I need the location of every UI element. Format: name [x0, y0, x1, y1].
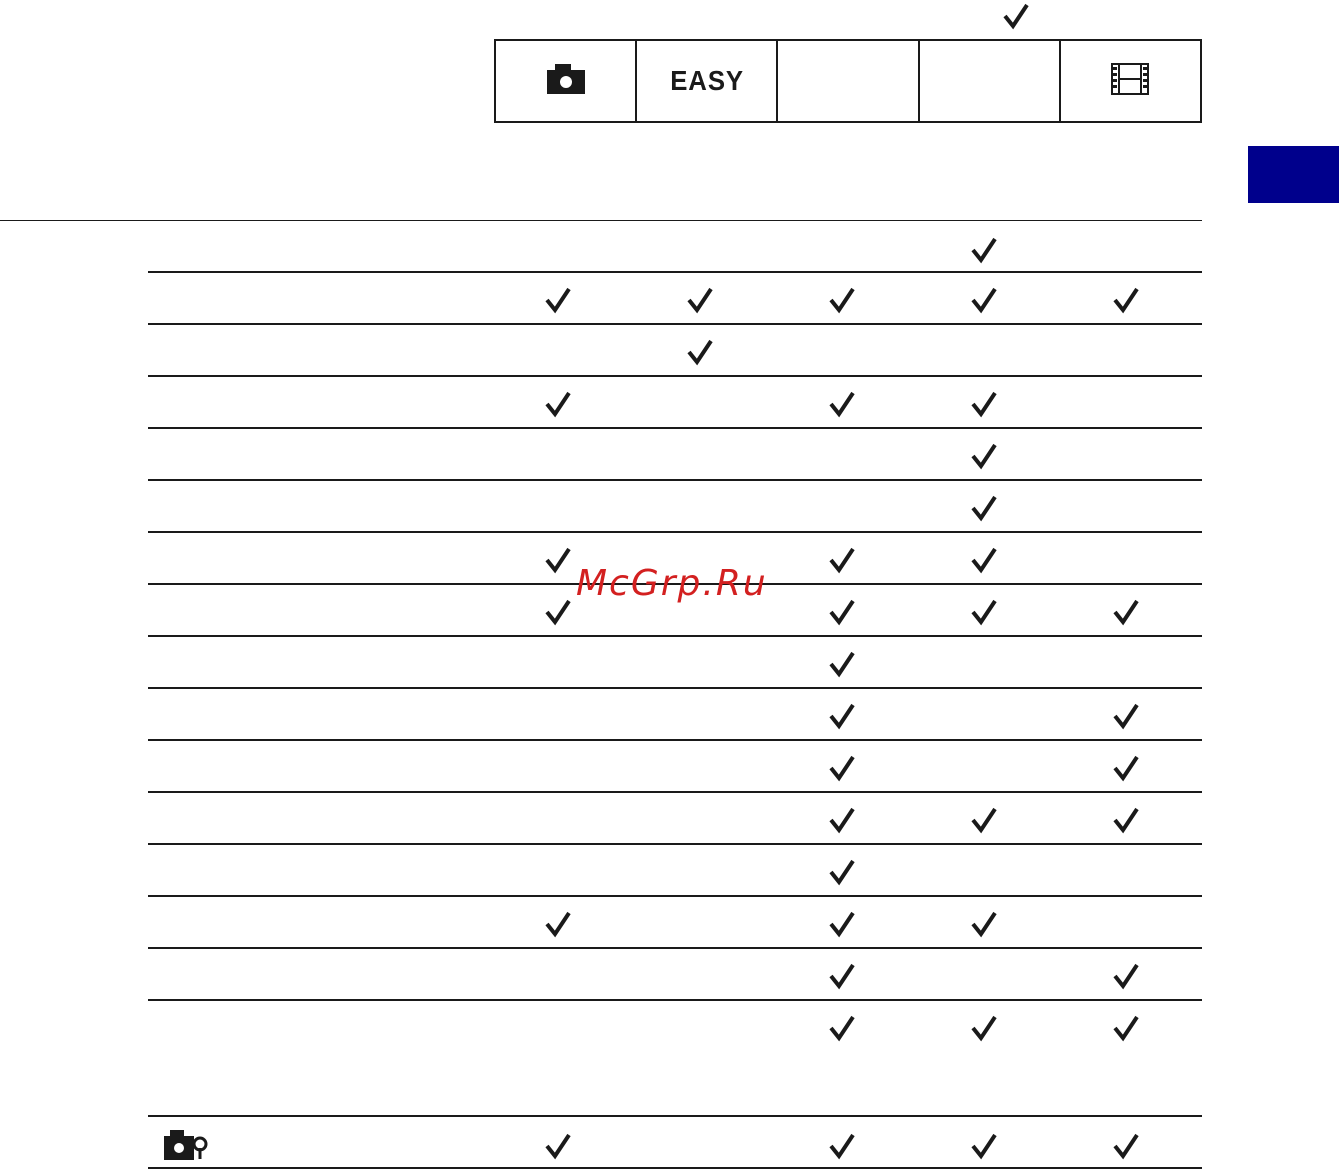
- mode-column-easy: [637, 41, 778, 121]
- check-mark-icon: [970, 442, 998, 470]
- check-mark-icon: [828, 858, 856, 886]
- check-mark-icon: [828, 910, 856, 938]
- watermark-text: McGrp.Ru: [576, 563, 768, 604]
- table-row-divider: [148, 687, 1202, 689]
- check-mark-icon: [1112, 962, 1140, 990]
- camera-settings-icon: [164, 1130, 208, 1165]
- check-mark-icon: [970, 910, 998, 938]
- check-mark-icon: [828, 598, 856, 626]
- check-mark-icon: [686, 286, 714, 314]
- check-mark-icon: [828, 286, 856, 314]
- check-mark-icon: [970, 236, 998, 264]
- check-mark-icon: [544, 390, 572, 418]
- check-mark-icon: [828, 1014, 856, 1042]
- check-mark-icon: [828, 962, 856, 990]
- check-mark-icon: [544, 546, 572, 574]
- table-row-divider: [148, 739, 1202, 741]
- check-mark-icon: [1112, 754, 1140, 782]
- mode-column-3: [778, 41, 919, 121]
- mode-header-table: [494, 39, 1202, 123]
- table-row-divider: [148, 531, 1202, 533]
- check-mark-icon: [970, 1014, 998, 1042]
- legend-check-mark-icon: [1002, 2, 1030, 30]
- check-mark-icon: [970, 546, 998, 574]
- mode-column-4: [920, 41, 1061, 121]
- check-mark-icon: [828, 806, 856, 834]
- check-mark-icon: [1112, 598, 1140, 626]
- table-row-divider: [148, 791, 1202, 793]
- check-mark-icon: [970, 494, 998, 522]
- check-mark-icon: [1112, 286, 1140, 314]
- check-mark-icon: [1112, 1132, 1140, 1160]
- check-mark-icon: [544, 1132, 572, 1160]
- table-row-divider: [148, 375, 1202, 377]
- table-row-divider: [148, 947, 1202, 949]
- check-mark-icon: [544, 910, 572, 938]
- section-side-tab: [1248, 146, 1339, 203]
- table-row-divider: [148, 323, 1202, 325]
- table-row-divider: [148, 479, 1202, 481]
- mode-column-movie: [1061, 41, 1200, 121]
- check-mark-icon: [970, 598, 998, 626]
- check-mark-icon: [686, 338, 714, 366]
- check-mark-icon: [828, 546, 856, 574]
- check-mark-icon: [828, 1132, 856, 1160]
- table-row-divider: [148, 1115, 1202, 1117]
- table-top-rule: [0, 220, 1202, 221]
- check-mark-icon: [970, 806, 998, 834]
- check-mark-icon: [970, 390, 998, 418]
- mode-column-auto: [496, 41, 637, 121]
- check-mark-icon: [970, 286, 998, 314]
- check-mark-icon: [828, 754, 856, 782]
- table-row-divider: [148, 635, 1202, 637]
- film-strip-icon: [1111, 63, 1149, 100]
- table-row-divider: [148, 895, 1202, 897]
- check-mark-icon: [544, 598, 572, 626]
- check-mark-icon: [828, 390, 856, 418]
- table-row-divider: [148, 271, 1202, 273]
- check-mark-icon: [1112, 806, 1140, 834]
- check-mark-icon: [1112, 1014, 1140, 1042]
- camera-icon: [547, 64, 585, 99]
- check-mark-icon: [970, 1132, 998, 1160]
- table-row-divider: [148, 843, 1202, 845]
- check-mark-icon: [828, 702, 856, 730]
- table-row-divider: [148, 427, 1202, 429]
- check-mark-icon: [828, 650, 856, 678]
- easy-mode-label: EASY: [669, 65, 744, 96]
- table-row-divider: [148, 999, 1202, 1001]
- check-mark-icon: [544, 286, 572, 314]
- check-mark-icon: [1112, 702, 1140, 730]
